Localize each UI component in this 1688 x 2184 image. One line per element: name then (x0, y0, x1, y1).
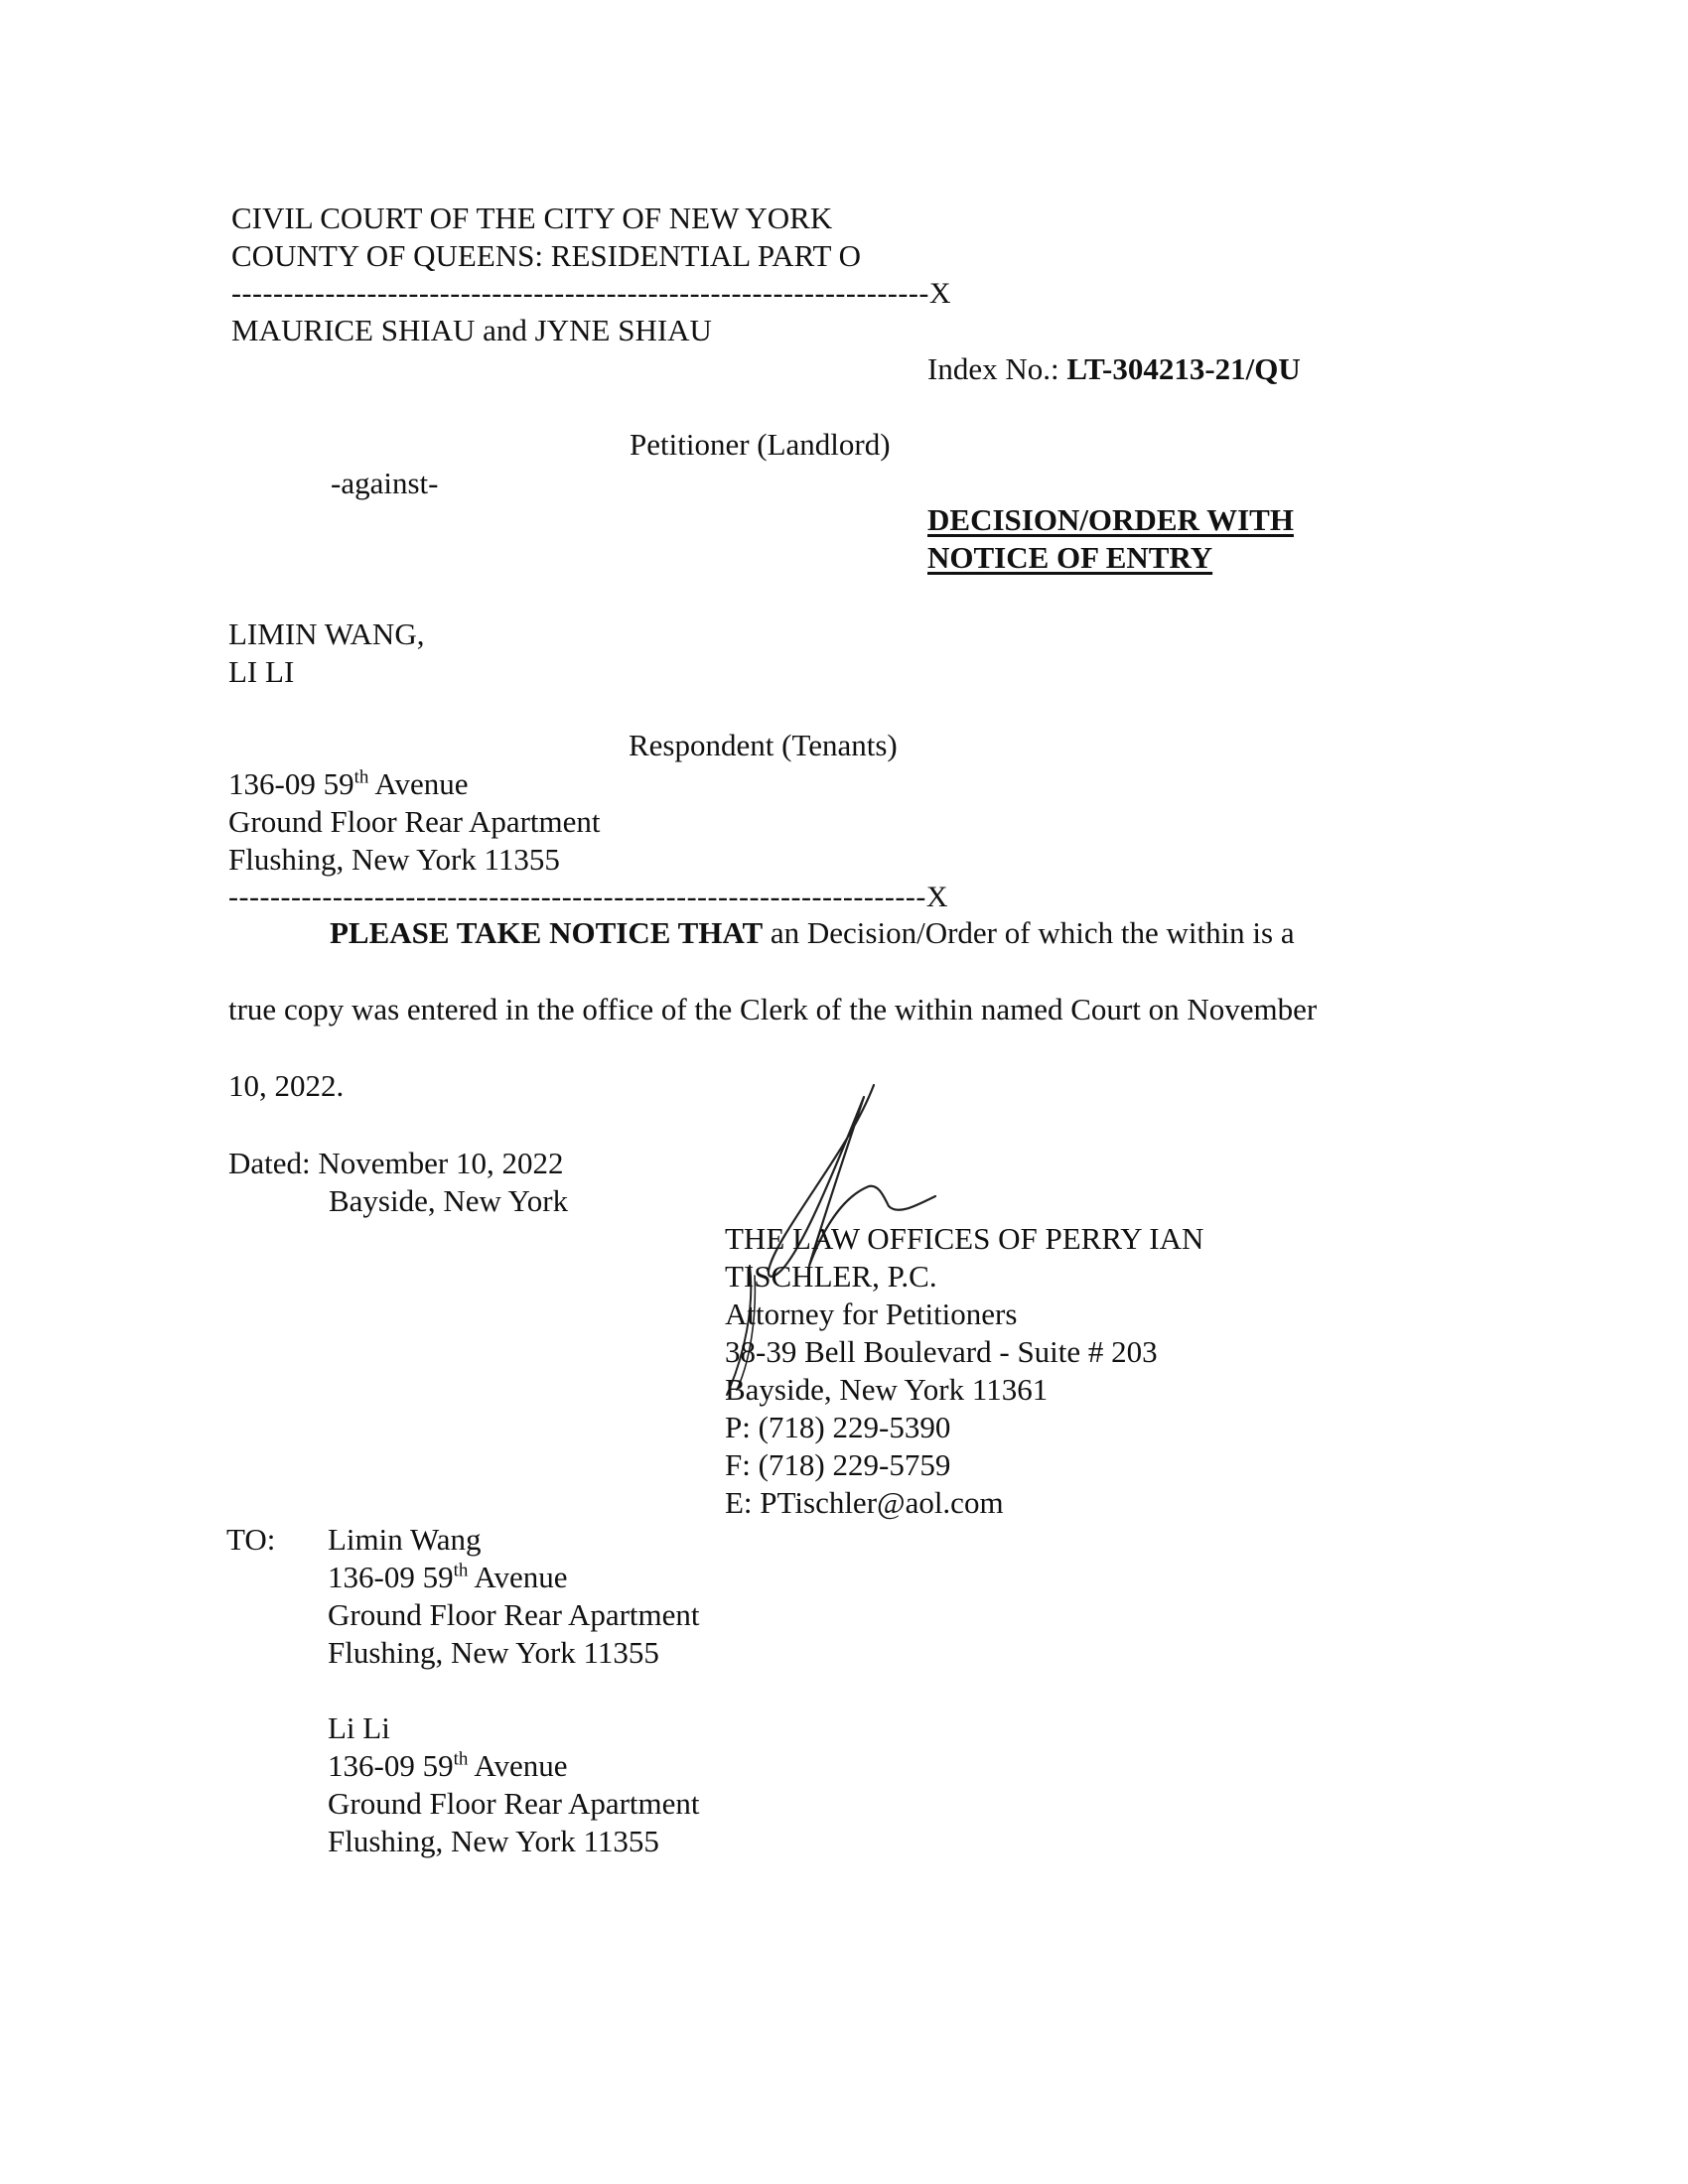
recipient-1-name: Limin Wang (328, 1522, 482, 1557)
document-title-line-1: DECISION/ORDER WITH (927, 502, 1294, 537)
dated-label: Dated: (228, 1146, 319, 1180)
notice-lead: PLEASE TAKE NOTICE THAT (330, 915, 764, 950)
recipient-2-name: Li Li (328, 1710, 390, 1745)
recipient-1 (328, 1521, 700, 1672)
notice-line-1: PLEASE TAKE NOTICE THAT an Decision/Order of which the within is a (330, 915, 1295, 950)
court-line-2: COUNTY OF QUEENS: RESIDENTIAL PART O (231, 238, 861, 273)
recipient-2-address-line-1: 136-09 59th Avenue (328, 1748, 568, 1783)
respondent-address-line-1: 136-09 59th Avenue (228, 766, 469, 801)
petitioner-role: Petitioner (Landlord) (630, 427, 891, 462)
index-value: LT-304213-21/QU (1066, 351, 1301, 386)
recipient-1-address-line-1: 136-09 59th Avenue (328, 1560, 568, 1594)
attorney-firm-line-1: THE LAW OFFICES OF PERRY IAN (725, 1221, 1204, 1256)
attorney-phone: P: (718) 229-5390 (725, 1410, 951, 1444)
court-county (231, 237, 861, 275)
recipient-1-address-line-3: Flushing, New York 11355 (328, 1635, 659, 1670)
court-line-1: CIVIL COURT OF THE CITY OF NEW YORK (231, 201, 833, 235)
attorney-fax: F: (718) 229-5759 (725, 1447, 951, 1482)
notice-line-2: true copy was entered in the office of the Clerk of the within named Court on November (228, 992, 1318, 1026)
attorney-email: E: PTischler@aol.com (725, 1485, 1004, 1520)
dated-date: November 10, 2022 (318, 1146, 564, 1180)
respondent-name-2: LI LI (228, 654, 295, 689)
caption-separator-bottom: -------------------------------------------------------------------X (228, 881, 949, 913)
attorney-city: Bayside, New York 11361 (725, 1372, 1049, 1407)
against-label: -against- (331, 466, 439, 500)
recipient-1-address-line-2: Ground Floor Rear Apartment (328, 1597, 700, 1632)
respondent-address-line-3: Flushing, New York 11355 (228, 842, 560, 877)
dated-place: Bayside, New York (329, 1183, 569, 1218)
recipient-2 (328, 1709, 700, 1860)
petitioner-names: MAURICE SHIAU and JYNE SHIAU (231, 313, 712, 347)
to-label: TO: (226, 1522, 276, 1557)
attorney-block (725, 1220, 1203, 1522)
notice-line-3: 10, 2022. (228, 1068, 345, 1103)
index-number (927, 350, 1301, 388)
recipient-2-address-line-2: Ground Floor Rear Apartment (328, 1786, 700, 1821)
respondent-name-1: LIMIN WANG, (228, 616, 425, 651)
recipient-2-address-line-3: Flushing, New York 11355 (328, 1824, 659, 1858)
document-title-line-2: NOTICE OF ENTRY (927, 540, 1213, 575)
respondent-address-line-2: Ground Floor Rear Apartment (228, 804, 601, 839)
respondent-role: Respondent (Tenants) (629, 728, 898, 762)
index-label: Index No.: (927, 351, 1067, 386)
court-name (231, 200, 832, 237)
attorney-firm-line-2: TISCHLER, P.C. (725, 1259, 937, 1294)
dated-line (228, 1145, 563, 1182)
attorney-street: 38-39 Bell Boulevard - Suite # 203 (725, 1334, 1158, 1369)
attorney-role: Attorney for Petitioners (725, 1297, 1018, 1331)
caption-separator-top: -------------------------------------------------------------------X (231, 277, 952, 310)
